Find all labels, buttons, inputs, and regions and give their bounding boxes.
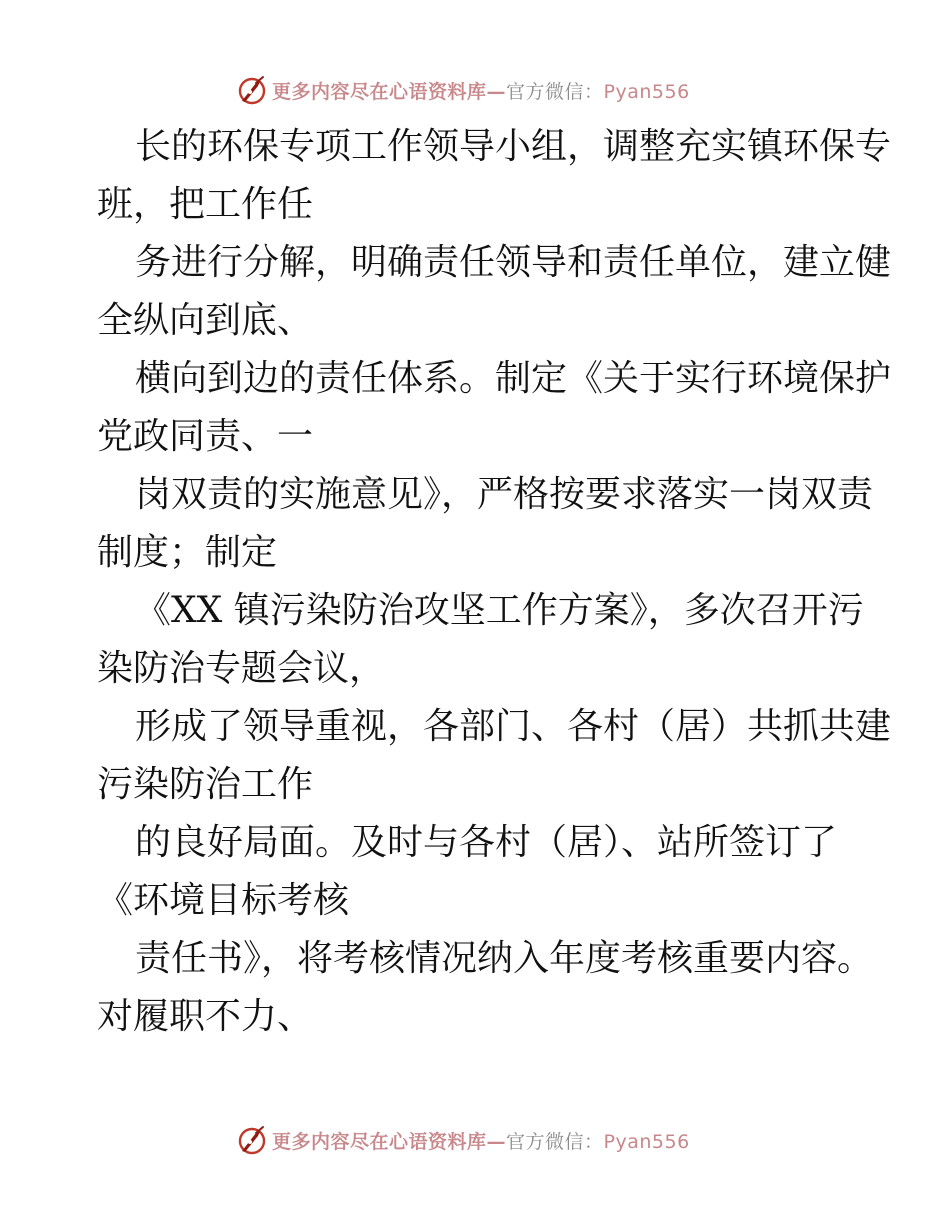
header-watermark <box>236 73 690 107</box>
quill-pen-circle-icon <box>236 1124 268 1156</box>
quill-pen-circle-icon <box>236 74 268 106</box>
text-line: 《XX 镇污染防治攻坚工作方案》，多次召开污 <box>135 590 864 631</box>
watermark-official: 官方微信： <box>506 80 604 103</box>
watermark-official: 官方微信： <box>506 1130 604 1153</box>
watermark-dash: — <box>486 1130 507 1153</box>
text-line: 的良好局面。及时与各村（居）、站所签订了 <box>135 822 838 863</box>
text-line: 染防治专题会议， <box>97 648 386 689</box>
text-line: 岗双责的实施意见》，严格按要求落实一岗双责 <box>135 474 874 515</box>
watermark-brand: 更多内容尽在心语资料库 <box>272 80 487 103</box>
watermark-text <box>272 1127 690 1154</box>
body-paragraph <box>97 118 892 1046</box>
text-line: 制度；制定 <box>97 532 278 573</box>
watermark-text <box>272 77 690 104</box>
watermark-wechat-id: Pyan556 <box>603 1130 690 1153</box>
watermark-dash: — <box>486 80 507 103</box>
text-line: 班，把工作任 <box>97 184 314 225</box>
text-line: 对履职不力、 <box>97 996 314 1037</box>
text-line: 务进行分解，明确责任领导和责任单位，建立健 <box>135 242 892 283</box>
text-line: 党政同责、一 <box>97 416 314 457</box>
watermark-wechat-id: Pyan556 <box>603 80 690 103</box>
text-line: 责任书》，将考核情况纳入年度考核重要内容。 <box>135 938 874 979</box>
text-line: 形成了领导重视，各部门、各村（居）共抓共建 <box>135 706 892 747</box>
watermark-brand: 更多内容尽在心语资料库 <box>272 1130 487 1153</box>
text-line: 长的环保专项工作领导小组，调整充实镇环保专 <box>135 126 892 167</box>
text-line: 横向到边的责任体系。制定《关于实行环境保护 <box>135 358 892 399</box>
footer-watermark <box>236 1123 690 1157</box>
text-line: 全纵向到底、 <box>97 300 314 341</box>
text-line: 《环境目标考核 <box>97 880 350 921</box>
text-line: 污染防治工作 <box>97 764 314 805</box>
